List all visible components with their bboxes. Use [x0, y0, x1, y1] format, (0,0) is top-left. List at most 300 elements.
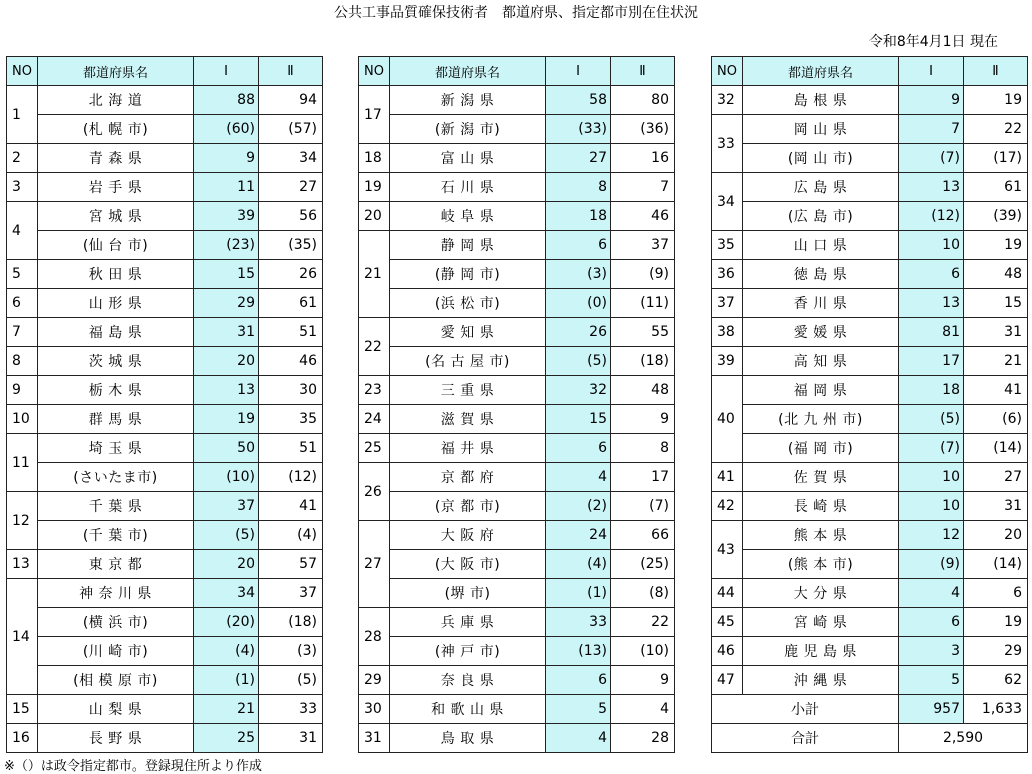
- city-row: [7, 637, 323, 666]
- row-value-2: 9: [611, 405, 675, 434]
- row-name: 熊 本 県: [743, 521, 899, 550]
- row-value-1: (3): [546, 260, 611, 289]
- row-name: (北 九 州 市): [743, 405, 899, 434]
- row-value-1: 5: [546, 695, 611, 724]
- row-value-1: (5): [194, 521, 259, 550]
- total-row: [712, 724, 1028, 753]
- header-c2: Ⅱ: [259, 57, 323, 86]
- row-name: (仙 台 市): [38, 231, 194, 260]
- row-value-1: 4: [899, 579, 964, 608]
- row-value-2: 19: [964, 231, 1028, 260]
- row-value-1: 10: [899, 492, 964, 521]
- row-value-2: 61: [964, 173, 1028, 202]
- row-value-2: (3): [259, 637, 323, 666]
- row-value-2: 31: [964, 492, 1028, 521]
- row-name: 新 潟 県: [390, 86, 546, 115]
- row-value-1: 8: [546, 173, 611, 202]
- row-number: 47: [712, 666, 743, 695]
- row-value-1: 31: [194, 318, 259, 347]
- row-value-2: (6): [964, 405, 1028, 434]
- row-name: 岐 阜 県: [390, 202, 546, 231]
- city-row: [712, 434, 1028, 463]
- row-name: 鳥 取 県: [390, 724, 546, 753]
- row-number: 36: [712, 260, 743, 289]
- subtotal-row: [712, 695, 1028, 724]
- row-value-2: 22: [964, 115, 1028, 144]
- row-value-1: 9: [899, 86, 964, 115]
- row-number: 9: [7, 376, 38, 405]
- row-value-1: 10: [899, 463, 964, 492]
- row-number: 19: [359, 173, 390, 202]
- header-name: 都道府県名: [38, 57, 194, 86]
- table-row: [359, 463, 675, 492]
- table-row: [359, 608, 675, 637]
- row-name: 京 都 府: [390, 463, 546, 492]
- table-row: [7, 405, 323, 434]
- city-row: [359, 492, 675, 521]
- table-row: [7, 144, 323, 173]
- row-value-2: 19: [964, 608, 1028, 637]
- row-value-2: 4: [611, 695, 675, 724]
- row-value-2: (18): [259, 608, 323, 637]
- row-value-2: 46: [259, 347, 323, 376]
- row-name: 静 岡 県: [390, 231, 546, 260]
- row-value-1: (9): [899, 550, 964, 579]
- table-row: [712, 608, 1028, 637]
- row-value-1: 6: [546, 434, 611, 463]
- row-number: 8: [7, 347, 38, 376]
- table-row: [359, 434, 675, 463]
- row-name: (堺 市): [390, 579, 546, 608]
- row-value-2: 51: [259, 434, 323, 463]
- row-value-2: 62: [964, 666, 1028, 695]
- row-value-1: 3: [899, 637, 964, 666]
- row-number: 14: [7, 579, 38, 695]
- row-value-2: (36): [611, 115, 675, 144]
- table-row: [359, 202, 675, 231]
- row-name: 福 岡 県: [743, 376, 899, 405]
- row-value-1: 20: [194, 550, 259, 579]
- header-no: NO: [712, 57, 743, 86]
- row-name: (静 岡 市): [390, 260, 546, 289]
- footnote: ※（）は政令指定都市。登録現住所より作成: [4, 759, 262, 774]
- table-row: [712, 289, 1028, 318]
- table-row: [712, 347, 1028, 376]
- row-value-2: 26: [259, 260, 323, 289]
- row-value-1: 13: [899, 173, 964, 202]
- row-value-1: 10: [899, 231, 964, 260]
- table-row: [7, 86, 323, 115]
- row-number: 46: [712, 637, 743, 666]
- row-value-1: 18: [546, 202, 611, 231]
- city-row: [359, 260, 675, 289]
- row-number: 43: [712, 521, 743, 579]
- row-value-1: (7): [899, 144, 964, 173]
- table-row: [7, 492, 323, 521]
- header-c1: Ⅰ: [194, 57, 259, 86]
- city-row: [359, 579, 675, 608]
- row-value-1: 15: [194, 260, 259, 289]
- row-value-1: 12: [899, 521, 964, 550]
- row-name: 大 阪 府: [390, 521, 546, 550]
- row-value-1: 88: [194, 86, 259, 115]
- total-label: 合計: [712, 724, 899, 753]
- table-row: [712, 637, 1028, 666]
- row-value-2: 31: [259, 724, 323, 753]
- row-name: (福 岡 市): [743, 434, 899, 463]
- row-name: 和 歌 山 県: [390, 695, 546, 724]
- city-row: [359, 637, 675, 666]
- table-row: [7, 173, 323, 202]
- table-row: [7, 202, 323, 231]
- row-name: 富 山 県: [390, 144, 546, 173]
- row-value-1: 29: [194, 289, 259, 318]
- row-value-1: (2): [546, 492, 611, 521]
- row-number: 31: [359, 724, 390, 753]
- table-row: [359, 695, 675, 724]
- table-row: [712, 115, 1028, 144]
- row-number: 21: [359, 231, 390, 318]
- table-row: [7, 347, 323, 376]
- row-name: 島 根 県: [743, 86, 899, 115]
- table-row: [7, 318, 323, 347]
- row-name: 滋 賀 県: [390, 405, 546, 434]
- table-row: [712, 376, 1028, 405]
- row-value-2: 28: [611, 724, 675, 753]
- header-c1: Ⅰ: [899, 57, 964, 86]
- prefecture-table-2: [358, 56, 675, 753]
- row-value-1: 17: [899, 347, 964, 376]
- prefecture-table-1: [6, 56, 323, 753]
- row-name: 徳 島 県: [743, 260, 899, 289]
- page-title: 公共工事品質確保技術者 都道府県、指定都市別在住状況: [334, 5, 698, 21]
- row-number: 40: [712, 376, 743, 463]
- city-row: [7, 666, 323, 695]
- row-name: 福 島 県: [38, 318, 194, 347]
- row-name: (京 都 市): [390, 492, 546, 521]
- table-row: [359, 405, 675, 434]
- row-value-2: 35: [259, 405, 323, 434]
- row-value-1: 33: [546, 608, 611, 637]
- row-number: 13: [7, 550, 38, 579]
- row-number: 45: [712, 608, 743, 637]
- row-value-1: (5): [546, 347, 611, 376]
- subtotal-c1: 957: [899, 695, 964, 724]
- row-number: 2: [7, 144, 38, 173]
- row-value-2: 17: [611, 463, 675, 492]
- row-value-1: 26: [546, 318, 611, 347]
- row-value-2: (25): [611, 550, 675, 579]
- row-name: (川 崎 市): [38, 637, 194, 666]
- row-value-2: 80: [611, 86, 675, 115]
- row-value-1: (0): [546, 289, 611, 318]
- row-name: 秋 田 県: [38, 260, 194, 289]
- row-number: 35: [712, 231, 743, 260]
- row-value-2: (9): [611, 260, 675, 289]
- row-value-2: 27: [964, 463, 1028, 492]
- row-value-1: 5: [899, 666, 964, 695]
- row-name: (横 浜 市): [38, 608, 194, 637]
- city-row: [359, 115, 675, 144]
- row-name: 沖 縄 県: [743, 666, 899, 695]
- row-value-2: 66: [611, 521, 675, 550]
- city-row: [712, 405, 1028, 434]
- row-value-1: 27: [546, 144, 611, 173]
- row-number: 6: [7, 289, 38, 318]
- row-value-2: 20: [964, 521, 1028, 550]
- row-number: 20: [359, 202, 390, 231]
- row-value-2: 41: [259, 492, 323, 521]
- table-row: [712, 666, 1028, 695]
- row-name: 香 川 県: [743, 289, 899, 318]
- row-value-2: (5): [259, 666, 323, 695]
- row-value-2: 51: [259, 318, 323, 347]
- row-value-1: 24: [546, 521, 611, 550]
- row-value-2: (7): [611, 492, 675, 521]
- row-name: 群 馬 県: [38, 405, 194, 434]
- row-number: 34: [712, 173, 743, 231]
- header-c2: Ⅱ: [611, 57, 675, 86]
- row-name: 高 知 県: [743, 347, 899, 376]
- row-name: 埼 玉 県: [38, 434, 194, 463]
- row-value-2: 61: [259, 289, 323, 318]
- table-row: [712, 260, 1028, 289]
- row-value-1: 4: [546, 463, 611, 492]
- row-value-1: (4): [546, 550, 611, 579]
- row-value-1: 21: [194, 695, 259, 724]
- row-value-2: (14): [964, 550, 1028, 579]
- header-name: 都道府県名: [390, 57, 546, 86]
- row-value-2: (8): [611, 579, 675, 608]
- row-name: 長 崎 県: [743, 492, 899, 521]
- row-value-2: 29: [964, 637, 1028, 666]
- row-number: 33: [712, 115, 743, 173]
- header-no: NO: [7, 57, 38, 86]
- table-row: [7, 434, 323, 463]
- city-row: [7, 231, 323, 260]
- row-number: 30: [359, 695, 390, 724]
- table-row: [359, 318, 675, 347]
- row-name: 岡 山 県: [743, 115, 899, 144]
- row-name: 山 形 県: [38, 289, 194, 318]
- subtotal-label: 小計: [712, 695, 899, 724]
- row-name: 東 京 都: [38, 550, 194, 579]
- row-number: 4: [7, 202, 38, 260]
- row-number: 17: [359, 86, 390, 144]
- row-value-1: 7: [899, 115, 964, 144]
- row-number: 42: [712, 492, 743, 521]
- row-name: (相 模 原 市): [38, 666, 194, 695]
- row-value-1: 6: [899, 260, 964, 289]
- row-value-1: 34: [194, 579, 259, 608]
- table-row: [359, 666, 675, 695]
- table-row: [712, 318, 1028, 347]
- city-row: [712, 550, 1028, 579]
- row-value-1: 9: [194, 144, 259, 173]
- row-value-1: 81: [899, 318, 964, 347]
- row-value-1: (23): [194, 231, 259, 260]
- row-value-1: 58: [546, 86, 611, 115]
- row-value-2: 94: [259, 86, 323, 115]
- row-number: 39: [712, 347, 743, 376]
- row-value-1: 19: [194, 405, 259, 434]
- row-name: 青 森 県: [38, 144, 194, 173]
- row-name: 岩 手 県: [38, 173, 194, 202]
- header-c2: Ⅱ: [964, 57, 1028, 86]
- row-value-2: 19: [964, 86, 1028, 115]
- table-row: [359, 231, 675, 260]
- table-row: [712, 492, 1028, 521]
- row-value-2: 31: [964, 318, 1028, 347]
- table-row: [359, 86, 675, 115]
- row-name: 千 葉 県: [38, 492, 194, 521]
- row-value-1: (1): [194, 666, 259, 695]
- row-value-2: 57: [259, 550, 323, 579]
- row-value-2: 8: [611, 434, 675, 463]
- row-name: 鹿 児 島 県: [743, 637, 899, 666]
- row-name: 佐 賀 県: [743, 463, 899, 492]
- city-row: [359, 347, 675, 376]
- row-value-1: 4: [546, 724, 611, 753]
- table-row: [7, 695, 323, 724]
- row-value-2: (35): [259, 231, 323, 260]
- row-value-2: 55: [611, 318, 675, 347]
- row-name: 大 分 県: [743, 579, 899, 608]
- row-value-1: (5): [899, 405, 964, 434]
- table-row: [359, 724, 675, 753]
- row-number: 32: [712, 86, 743, 115]
- table-row: [359, 376, 675, 405]
- row-number: 29: [359, 666, 390, 695]
- row-name: (新 潟 市): [390, 115, 546, 144]
- city-row: [7, 463, 323, 492]
- row-name: 石 川 県: [390, 173, 546, 202]
- city-row: [359, 550, 675, 579]
- row-name: 三 重 県: [390, 376, 546, 405]
- table-row: [7, 579, 323, 608]
- row-value-1: 6: [546, 231, 611, 260]
- row-name: 栃 木 県: [38, 376, 194, 405]
- row-number: 5: [7, 260, 38, 289]
- row-name: (岡 山 市): [743, 144, 899, 173]
- row-number: 26: [359, 463, 390, 521]
- row-number: 24: [359, 405, 390, 434]
- row-value-2: 41: [964, 376, 1028, 405]
- row-number: 23: [359, 376, 390, 405]
- row-value-2: (57): [259, 115, 323, 144]
- row-name: 神 奈 川 県: [38, 579, 194, 608]
- row-value-2: 22: [611, 608, 675, 637]
- row-value-1: 25: [194, 724, 259, 753]
- city-row: [7, 608, 323, 637]
- row-number: 11: [7, 434, 38, 492]
- table-row: [7, 724, 323, 753]
- row-name: (神 戸 市): [390, 637, 546, 666]
- row-value-2: 34: [259, 144, 323, 173]
- row-value-1: 13: [899, 289, 964, 318]
- row-value-2: 46: [611, 202, 675, 231]
- row-value-1: 20: [194, 347, 259, 376]
- header-c1: Ⅰ: [546, 57, 611, 86]
- row-number: 7: [7, 318, 38, 347]
- row-number: 44: [712, 579, 743, 608]
- header-no: NO: [359, 57, 390, 86]
- header-name: 都道府県名: [743, 57, 899, 86]
- row-value-1: (33): [546, 115, 611, 144]
- row-number: 27: [359, 521, 390, 608]
- city-row: [712, 202, 1028, 231]
- row-name: (熊 本 市): [743, 550, 899, 579]
- row-value-2: 7: [611, 173, 675, 202]
- row-value-2: (39): [964, 202, 1028, 231]
- row-value-2: 37: [611, 231, 675, 260]
- as-of-date: 令和8年4月1日 現在: [868, 34, 998, 50]
- row-number: 28: [359, 608, 390, 666]
- row-value-1: 50: [194, 434, 259, 463]
- table-row: [712, 173, 1028, 202]
- row-value-2: (4): [259, 521, 323, 550]
- row-number: 37: [712, 289, 743, 318]
- row-value-2: (14): [964, 434, 1028, 463]
- row-name: 広 島 県: [743, 173, 899, 202]
- row-value-1: 39: [194, 202, 259, 231]
- row-number: 38: [712, 318, 743, 347]
- row-value-1: (20): [194, 608, 259, 637]
- row-value-2: (10): [611, 637, 675, 666]
- row-number: 22: [359, 318, 390, 376]
- row-value-1: (10): [194, 463, 259, 492]
- table-row: [359, 521, 675, 550]
- row-value-2: 37: [259, 579, 323, 608]
- prefecture-table-3: [711, 56, 1028, 753]
- row-name: 宮 城 県: [38, 202, 194, 231]
- row-number: 18: [359, 144, 390, 173]
- row-value-1: 32: [546, 376, 611, 405]
- row-value-2: 48: [964, 260, 1028, 289]
- row-value-2: 27: [259, 173, 323, 202]
- row-name: 愛 媛 県: [743, 318, 899, 347]
- row-number: 15: [7, 695, 38, 724]
- row-name: 奈 良 県: [390, 666, 546, 695]
- table-row: [712, 86, 1028, 115]
- row-value-2: 15: [964, 289, 1028, 318]
- row-name: 兵 庫 県: [390, 608, 546, 637]
- row-name: 山 梨 県: [38, 695, 194, 724]
- row-value-1: 6: [899, 608, 964, 637]
- row-number: 41: [712, 463, 743, 492]
- row-number: 12: [7, 492, 38, 550]
- city-row: [359, 289, 675, 318]
- row-value-1: 11: [194, 173, 259, 202]
- row-value-2: 56: [259, 202, 323, 231]
- row-name: 北 海 道: [38, 86, 194, 115]
- row-value-1: (13): [546, 637, 611, 666]
- row-value-1: 6: [546, 666, 611, 695]
- city-row: [712, 144, 1028, 173]
- row-name: (札 幌 市): [38, 115, 194, 144]
- row-value-1: (4): [194, 637, 259, 666]
- table-row: [7, 550, 323, 579]
- row-value-2: (12): [259, 463, 323, 492]
- row-value-2: 33: [259, 695, 323, 724]
- row-value-2: 6: [964, 579, 1028, 608]
- row-value-1: (60): [194, 115, 259, 144]
- table-row: [359, 173, 675, 202]
- row-name: 長 野 県: [38, 724, 194, 753]
- row-number: 10: [7, 405, 38, 434]
- row-number: 1: [7, 86, 38, 144]
- row-value-1: 18: [899, 376, 964, 405]
